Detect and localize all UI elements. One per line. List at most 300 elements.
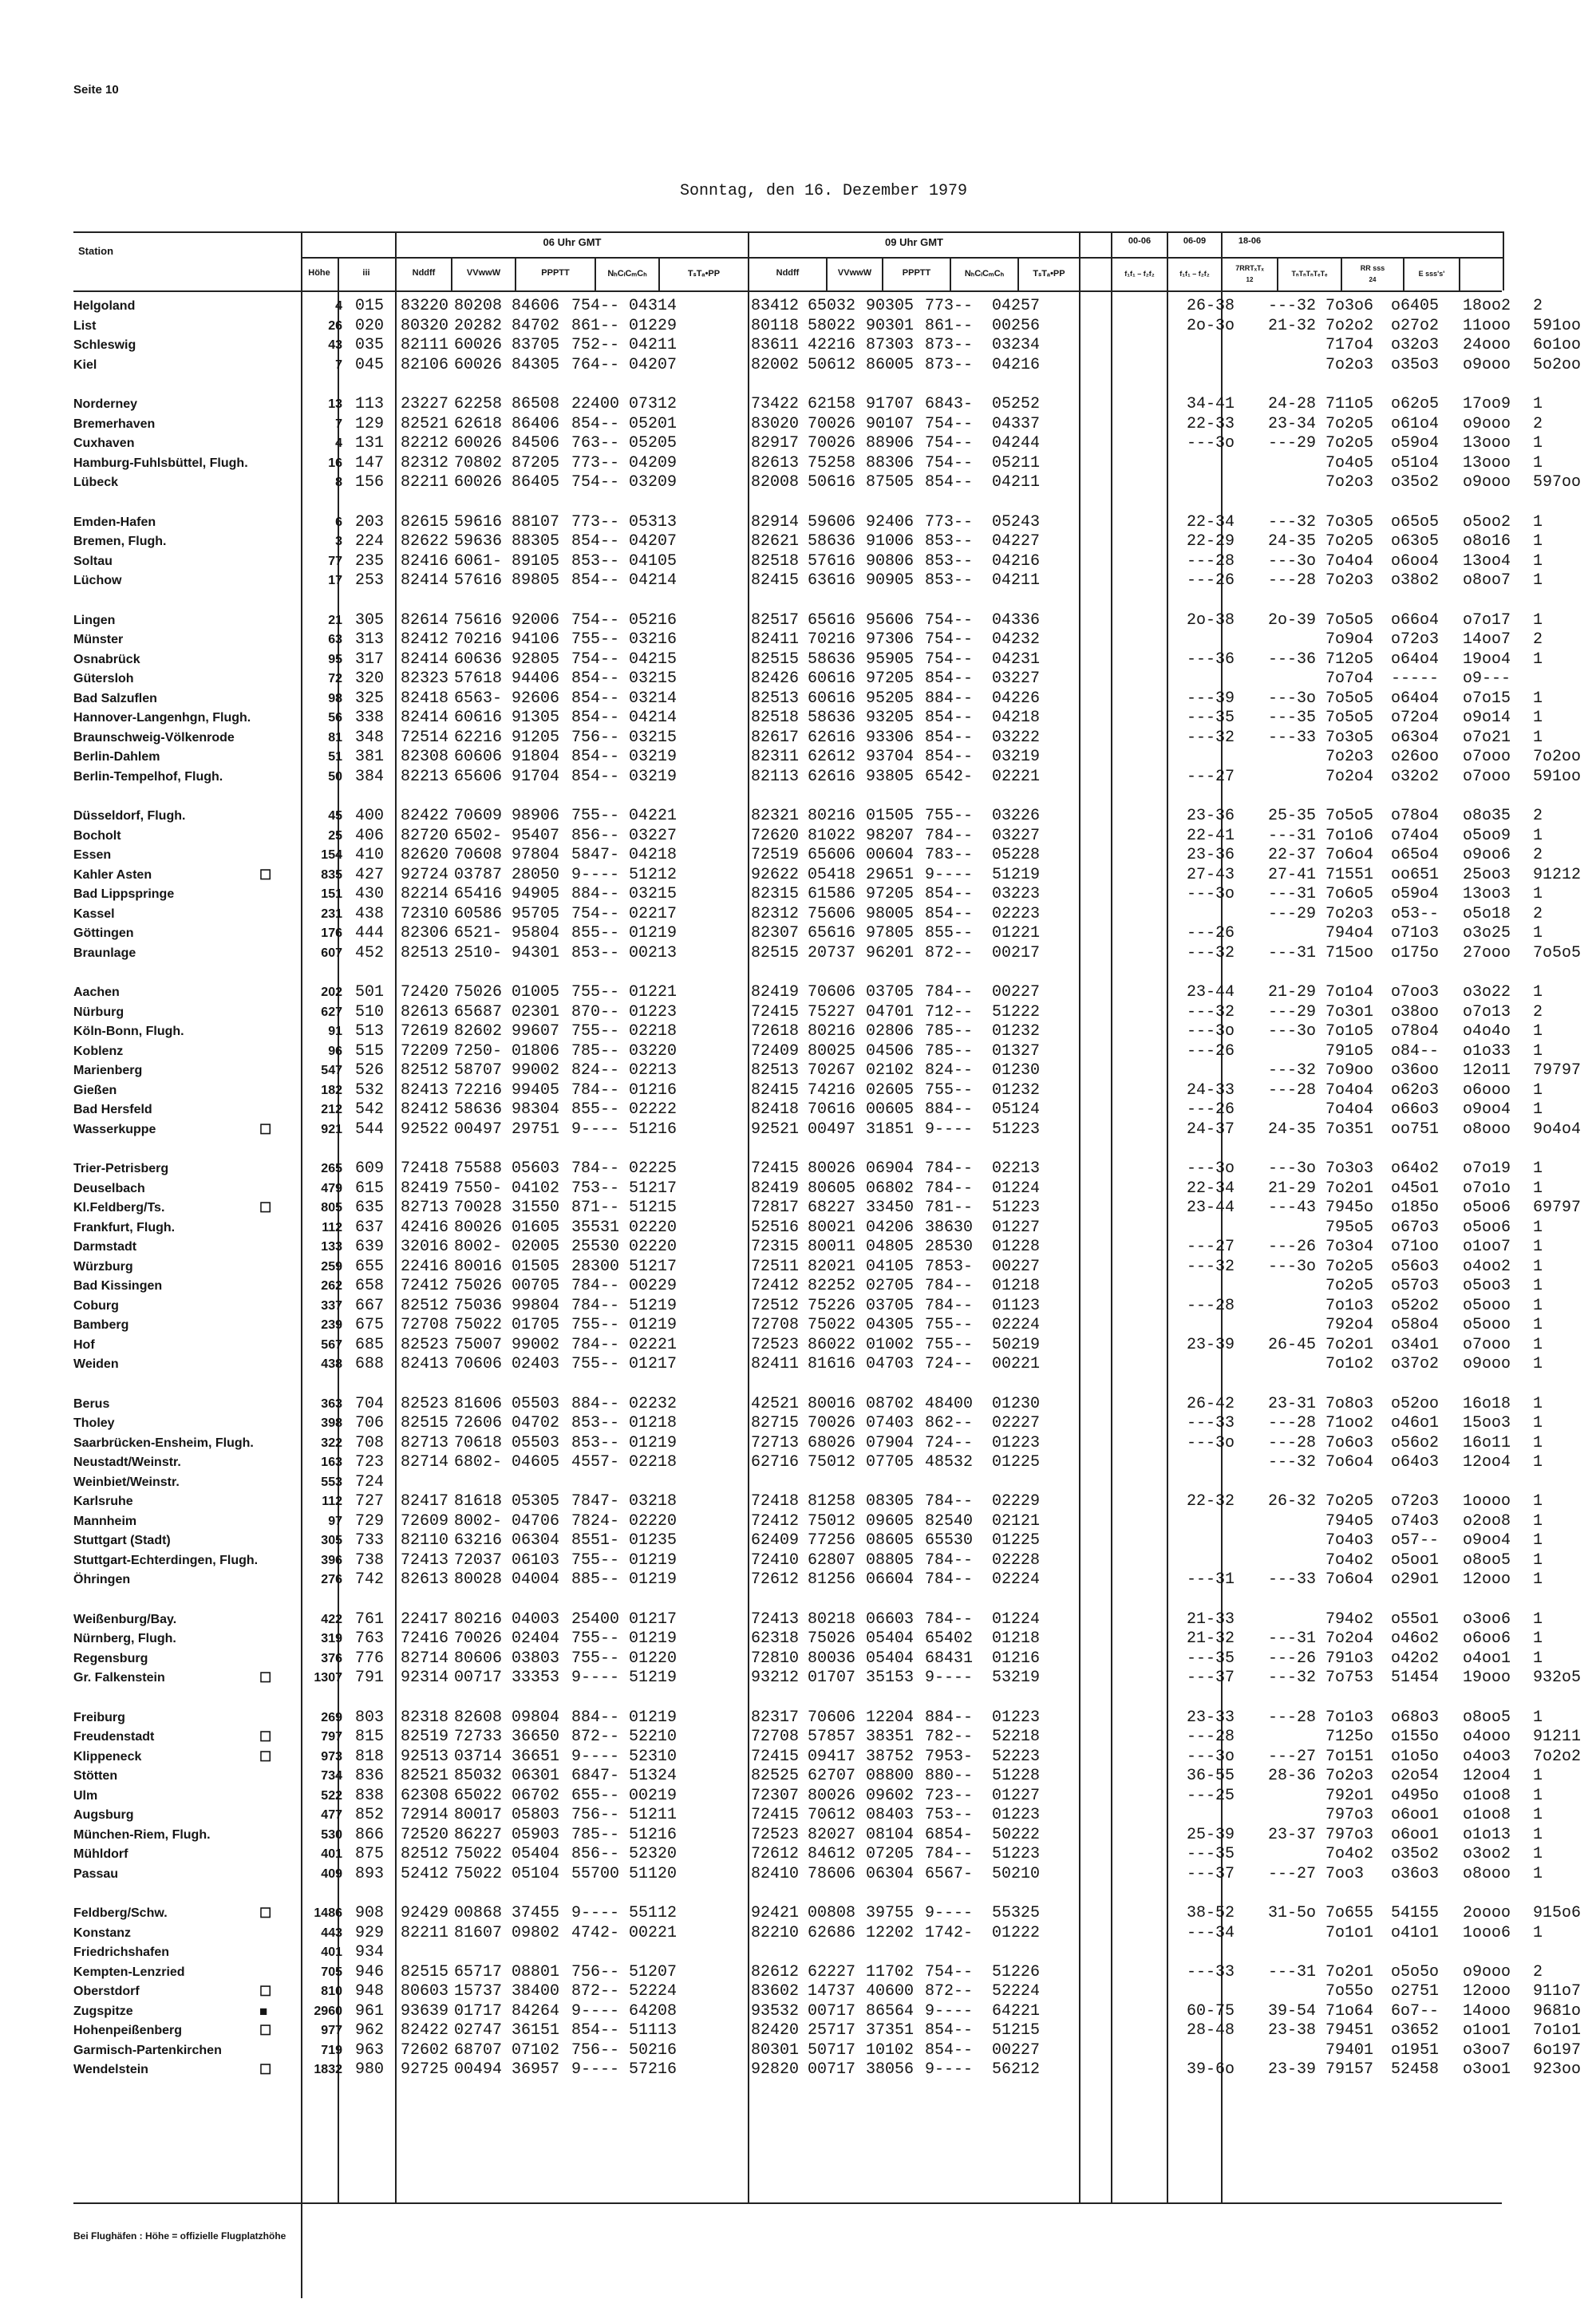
gust-00-06: 23-33 bbox=[1187, 1708, 1235, 1727]
obs-06-value: 754-- bbox=[571, 297, 620, 315]
obs-06-value: 62258 bbox=[454, 395, 503, 413]
obs-09-value: 854-- bbox=[925, 748, 974, 766]
obs-09-value: 04231 bbox=[992, 650, 1041, 669]
obs-09-value: 62686 bbox=[808, 1923, 856, 1942]
obs-06-value: 68707 bbox=[454, 2040, 503, 2060]
rrtt: 7o3o5 bbox=[1325, 728, 1374, 747]
obs-06-value: 872-- bbox=[571, 1728, 620, 1746]
obs-06-value: 82211 bbox=[401, 473, 449, 492]
table-row bbox=[73, 1786, 1543, 1807]
obs-09-value: 06604 bbox=[866, 1570, 915, 1589]
obs-06-value: 52412 bbox=[401, 1864, 449, 1883]
e-state: 1 bbox=[1533, 1414, 1543, 1432]
station-number: 962 bbox=[355, 2021, 385, 2040]
obs-06-value: 6502- bbox=[454, 826, 503, 845]
obs-06-value: 98304 bbox=[512, 1100, 560, 1119]
obs-06-value: 51212 bbox=[629, 865, 678, 884]
table-row bbox=[73, 2001, 1582, 2022]
obs-09-value: 04206 bbox=[866, 1218, 915, 1237]
rr: 13oo3 bbox=[1463, 885, 1511, 903]
table-row bbox=[73, 1923, 1543, 1944]
table-row bbox=[73, 1316, 1543, 1336]
station-number: 113 bbox=[355, 395, 385, 413]
obs-06-value: 82414 bbox=[401, 571, 449, 590]
obs-06-value: 02005 bbox=[512, 1238, 560, 1256]
table-row bbox=[73, 1943, 1510, 1963]
station-height: 547 bbox=[321, 1064, 342, 1077]
gust-06-09: ---29 bbox=[1268, 1002, 1317, 1021]
station-group bbox=[73, 807, 1582, 963]
station-number: 836 bbox=[355, 1767, 385, 1785]
station-name: Münster bbox=[73, 633, 124, 646]
obs-06-value: 755-- bbox=[571, 807, 620, 825]
rr: o9o14 bbox=[1463, 709, 1511, 727]
obs-09-value: 04105 bbox=[866, 1257, 915, 1276]
obs-09-value: 87303 bbox=[866, 336, 915, 354]
obs-09-value: 03226 bbox=[992, 807, 1041, 825]
table-row bbox=[73, 453, 1543, 474]
obs-06-value: 51217 bbox=[629, 1179, 678, 1198]
gust-06-09: 22-37 bbox=[1268, 846, 1317, 864]
obs-09-value: 01227 bbox=[992, 1218, 1041, 1237]
tn: o72o3 bbox=[1391, 1492, 1440, 1511]
obs-06-value: 88107 bbox=[512, 512, 560, 531]
obs-09-value: 05418 bbox=[808, 865, 856, 884]
obs-06-value: 9---- bbox=[571, 2060, 620, 2079]
obs-06-value: 854-- bbox=[571, 571, 620, 590]
obs-06-value: 28050 bbox=[512, 865, 560, 884]
obs-06-value: 01216 bbox=[629, 1080, 678, 1100]
obs-09-value: 854-- bbox=[925, 904, 974, 923]
gust-06-09: 23-37 bbox=[1268, 1825, 1317, 1844]
obs-09-value: 82415 bbox=[751, 1080, 800, 1100]
obs-09-value: 75606 bbox=[808, 904, 856, 923]
obs-09-value: 72512 bbox=[751, 1296, 800, 1315]
obs-06-value: 854-- bbox=[571, 2021, 620, 2040]
mountain-station-icon: ☐ bbox=[259, 2062, 272, 2077]
table-row bbox=[73, 1041, 1543, 1062]
station-group bbox=[73, 512, 1543, 591]
rrtt: 7945o bbox=[1325, 1199, 1374, 1217]
obs-09-value: 95905 bbox=[866, 650, 915, 669]
mountain-station-icon: ☐ bbox=[259, 1984, 272, 1999]
station-number: 609 bbox=[355, 1159, 385, 1178]
obs-09-value: 03222 bbox=[992, 728, 1041, 747]
obs-09-value: 82311 bbox=[751, 748, 800, 766]
obs-06-value: 32016 bbox=[401, 1238, 449, 1256]
e-state: 2 bbox=[1533, 1002, 1543, 1021]
station-number: 615 bbox=[355, 1179, 385, 1198]
obs-09-value: 51228 bbox=[992, 1767, 1041, 1785]
gust-00-06: 38-52 bbox=[1187, 1904, 1235, 1922]
obs-06-value: 52320 bbox=[629, 1845, 678, 1863]
obs-09-value: 784-- bbox=[925, 826, 974, 845]
obs-09-value: 72708 bbox=[751, 1728, 800, 1746]
obs-06-value: 28300 bbox=[571, 1257, 620, 1276]
table-row bbox=[73, 1669, 1582, 1689]
table-row bbox=[73, 1238, 1543, 1258]
station-name: Hof bbox=[73, 1337, 95, 1352]
station-number: 637 bbox=[355, 1218, 385, 1237]
obs-06-value: 35531 bbox=[571, 1218, 620, 1237]
station-number: 838 bbox=[355, 1786, 385, 1805]
obs-09-value: 70612 bbox=[808, 1806, 856, 1824]
rr: o6ooo bbox=[1463, 1080, 1511, 1100]
station-name: Passau bbox=[73, 1866, 119, 1881]
header-rrtt-period: 12 bbox=[1246, 276, 1254, 283]
table-row bbox=[73, 1570, 1543, 1590]
obs-06-value: 97804 bbox=[512, 846, 560, 864]
obs-09-value: 75026 bbox=[808, 1629, 856, 1648]
header-td-06: TₛTₐ•PP bbox=[687, 269, 721, 278]
obs-09-value: 51215 bbox=[992, 2021, 1041, 2040]
obs-06-value: 57216 bbox=[629, 2060, 678, 2079]
station-number: 803 bbox=[355, 1708, 385, 1727]
obs-06-value: 51215 bbox=[629, 1199, 678, 1217]
obs-06-value: 82212 bbox=[401, 434, 449, 452]
table-row bbox=[73, 532, 1543, 552]
obs-06-value: 02218 bbox=[629, 1022, 678, 1041]
obs-09-value: 06603 bbox=[866, 1610, 915, 1629]
station-number: 738 bbox=[355, 1550, 385, 1570]
station-name: Stuttgart (Stadt) bbox=[73, 1534, 171, 1547]
tn: o65o5 bbox=[1391, 512, 1440, 531]
obs-06-value: 82106 bbox=[401, 355, 449, 374]
rr: o3oo1 bbox=[1463, 2060, 1511, 2079]
obs-09-value: 86022 bbox=[808, 1335, 856, 1354]
obs-09-value: 72817 bbox=[751, 1199, 800, 1217]
obs-06-value: 09804 bbox=[512, 1708, 560, 1727]
obs-09-value: 97805 bbox=[866, 924, 915, 942]
obs-06-value: 70028 bbox=[454, 1199, 503, 1217]
obs-06-value: 01219 bbox=[629, 1316, 678, 1334]
rr: o8ooo bbox=[1463, 1864, 1511, 1883]
obs-09-value: 754-- bbox=[925, 650, 974, 669]
obs-06-value: 82306 bbox=[401, 924, 449, 942]
table-row bbox=[73, 630, 1543, 650]
station-name: Freudenstadt bbox=[73, 1730, 155, 1744]
station-number: 430 bbox=[355, 885, 385, 903]
station-name: Deuselbach bbox=[73, 1181, 145, 1195]
obs-09-value: 04218 bbox=[992, 709, 1041, 727]
rrtt: 711o5 bbox=[1325, 395, 1374, 413]
obs-06-value: 755-- bbox=[571, 1316, 620, 1334]
obs-09-value: 04257 bbox=[992, 297, 1041, 315]
gust-00-06: ---35 bbox=[1187, 1845, 1235, 1863]
obs-06-value: 01806 bbox=[512, 1041, 560, 1061]
rr: o8o16 bbox=[1463, 532, 1511, 551]
gust-00-06: ---3o bbox=[1187, 434, 1235, 452]
rr: o5ooo bbox=[1463, 1296, 1511, 1315]
mountain-station-icon: ☐ bbox=[259, 1729, 272, 1744]
station-number: 381 bbox=[355, 748, 385, 766]
obs-09-value: 91707 bbox=[866, 395, 915, 413]
obs-09-value: 50612 bbox=[808, 355, 856, 374]
e-state: 1 bbox=[1533, 728, 1543, 747]
obs-06-value: 72216 bbox=[454, 1080, 503, 1100]
obs-09-value: 784-- bbox=[925, 1550, 974, 1570]
station-group bbox=[73, 1394, 1543, 1590]
obs-09-value: 854-- bbox=[925, 2040, 974, 2060]
obs-09-value: 01224 bbox=[992, 1610, 1041, 1629]
station-number: 410 bbox=[355, 846, 385, 864]
rr: o2oo8 bbox=[1463, 1511, 1511, 1531]
obs-09-value: 884-- bbox=[925, 1100, 974, 1119]
station-height: 17 bbox=[328, 574, 342, 587]
obs-06-value: 01218 bbox=[629, 1414, 678, 1432]
obs-09-value: 72612 bbox=[751, 1570, 800, 1589]
table-row bbox=[73, 1355, 1543, 1375]
obs-09-value: 82426 bbox=[751, 670, 800, 688]
mountain-station-icon: ☐ bbox=[259, 1121, 272, 1137]
gust-06-09: ---33 bbox=[1268, 1570, 1317, 1589]
obs-06-value: 99607 bbox=[512, 1022, 560, 1041]
station-height: 176 bbox=[321, 926, 342, 940]
obs-06-value: 72708 bbox=[401, 1316, 449, 1334]
obs-06-value: 784-- bbox=[571, 1159, 620, 1178]
header-iii: iii bbox=[362, 268, 370, 278]
rrtt: 7o2o1 bbox=[1325, 1179, 1374, 1198]
station-height: 4 bbox=[335, 299, 342, 313]
obs-06-value: 871-- bbox=[571, 1199, 620, 1217]
table-row bbox=[73, 1864, 1543, 1885]
obs-06-value: 75616 bbox=[454, 610, 503, 630]
obs-06-value: 82713 bbox=[401, 1199, 449, 1217]
rrtt: 7o5o5 bbox=[1325, 610, 1374, 630]
obs-09-value: 38630 bbox=[925, 1218, 974, 1237]
station-name: Lübeck bbox=[73, 476, 119, 489]
tn: o67o3 bbox=[1391, 1218, 1440, 1237]
obs-09-value: 72612 bbox=[751, 1845, 800, 1863]
obs-06-value: 03215 bbox=[629, 670, 678, 688]
obs-06-value: 99002 bbox=[512, 1061, 560, 1080]
obs-06-value: 853-- bbox=[571, 943, 620, 962]
obs-09-value: 06802 bbox=[866, 1179, 915, 1198]
table-row bbox=[73, 1414, 1543, 1434]
tn: o55o1 bbox=[1391, 1610, 1440, 1629]
obs-09-value: 80216 bbox=[808, 807, 856, 825]
obs-06-value: 72609 bbox=[401, 1511, 449, 1531]
obs-06-value: 82414 bbox=[401, 650, 449, 669]
station-number: 444 bbox=[355, 924, 385, 942]
obs-06-value: 82521 bbox=[401, 1767, 449, 1785]
tn: o53-- bbox=[1391, 904, 1440, 923]
rr: 25oo3 bbox=[1463, 865, 1511, 884]
obs-06-value: 86227 bbox=[454, 1825, 503, 1844]
e-state: 1 bbox=[1533, 1845, 1543, 1863]
obs-06-value: 82613 bbox=[401, 1002, 449, 1021]
obs-09-value: 854-- bbox=[925, 728, 974, 747]
obs-06-value: 80606 bbox=[454, 1649, 503, 1668]
rr: o5oo6 bbox=[1463, 1218, 1511, 1237]
obs-09-value: 48532 bbox=[925, 1453, 974, 1471]
obs-09-value: 82515 bbox=[751, 943, 800, 962]
rr: o7ooo bbox=[1463, 748, 1511, 766]
station-height: 921 bbox=[321, 1122, 342, 1136]
obs-06-value: 60026 bbox=[454, 473, 503, 492]
obs-09-value: 7853- bbox=[925, 1257, 974, 1276]
obs-06-value: 8002- bbox=[454, 1511, 503, 1531]
tn: o7oo3 bbox=[1391, 983, 1440, 1001]
obs-09-value: 01216 bbox=[992, 1649, 1041, 1668]
obs-09-value: 63616 bbox=[808, 571, 856, 590]
obs-09-value: 62158 bbox=[808, 395, 856, 413]
obs-06-value: 51113 bbox=[629, 2021, 678, 2040]
station-number: 147 bbox=[355, 453, 385, 472]
rrtt: 7o753 bbox=[1325, 1669, 1374, 1687]
station-height: 567 bbox=[321, 1337, 342, 1352]
obs-06-value: 82418 bbox=[401, 689, 449, 708]
station-height: 1832 bbox=[314, 2063, 342, 2076]
obs-09-value: 64221 bbox=[992, 2001, 1041, 2021]
obs-09-value: 39755 bbox=[866, 1904, 915, 1922]
gust-06-09: ---26 bbox=[1268, 1238, 1317, 1256]
gust-00-06: ---31 bbox=[1187, 1570, 1235, 1589]
date-heading: Sonntag, den 16. Dezember 1979 bbox=[680, 182, 968, 200]
obs-09-value: 97306 bbox=[866, 630, 915, 649]
tn: o46o1 bbox=[1391, 1414, 1440, 1432]
table-row bbox=[73, 414, 1543, 435]
obs-09-value: 62409 bbox=[751, 1531, 800, 1550]
station-number: 131 bbox=[355, 434, 385, 452]
obs-09-value: 82411 bbox=[751, 630, 800, 649]
obs-09-value: 70216 bbox=[808, 630, 856, 649]
e-state: 1 bbox=[1533, 1041, 1543, 1061]
obs-09-value: 7953- bbox=[925, 1747, 974, 1766]
e-state: 2 bbox=[1533, 846, 1543, 864]
obs-09-value: 56212 bbox=[992, 2060, 1041, 2079]
gust-06-09: ---27 bbox=[1268, 1864, 1317, 1883]
obs-06-value: 02222 bbox=[629, 1100, 678, 1119]
obs-06-value: 754-- bbox=[571, 904, 620, 923]
obs-06-value: 784-- bbox=[571, 1277, 620, 1295]
obs-06-value: 83705 bbox=[512, 336, 560, 354]
obs-09-value: 02102 bbox=[866, 1061, 915, 1080]
station-height: 734 bbox=[321, 1769, 342, 1783]
gust-00-06: 22-34 bbox=[1187, 1179, 1235, 1198]
tn: o41o1 bbox=[1391, 1923, 1440, 1942]
obs-09-value: 04703 bbox=[866, 1355, 915, 1373]
obs-06-value: 05305 bbox=[512, 1492, 560, 1511]
e-state: 1 bbox=[1533, 1257, 1543, 1276]
obs-06-value: 84305 bbox=[512, 355, 560, 374]
obs-09-value: 07403 bbox=[866, 1414, 915, 1432]
station-height: 322 bbox=[321, 1436, 342, 1450]
obs-06-value: 85032 bbox=[454, 1767, 503, 1785]
rr: 24ooo bbox=[1463, 336, 1511, 354]
obs-06-value: 64208 bbox=[629, 2001, 678, 2021]
gust-06-09: ---33 bbox=[1268, 728, 1317, 747]
obs-09-value: 05211 bbox=[992, 453, 1041, 472]
obs-09-value: 82715 bbox=[751, 1414, 800, 1432]
rr: o9ooo bbox=[1463, 1962, 1511, 1981]
obs-06-value: 00494 bbox=[454, 2060, 503, 2079]
rr: 14ooo bbox=[1463, 2001, 1511, 2021]
rr: o7ooo bbox=[1463, 1335, 1511, 1354]
obs-06-value: 72602 bbox=[401, 2040, 449, 2060]
gust-00-06: ---26 bbox=[1187, 1100, 1235, 1119]
gust-06-09: 39-54 bbox=[1268, 2001, 1317, 2021]
obs-09-value: 82419 bbox=[751, 1179, 800, 1198]
gust-06-09: 23-38 bbox=[1268, 2021, 1317, 2040]
tn: o72o3 bbox=[1391, 630, 1440, 649]
station-name: Emden-Hafen bbox=[73, 515, 156, 529]
obs-06-value: 91205 bbox=[512, 728, 560, 747]
obs-06-value: 884-- bbox=[571, 1708, 620, 1727]
obs-06-value: 70606 bbox=[454, 1355, 503, 1373]
station-name: Regensburg bbox=[73, 1651, 148, 1665]
obs-09-value: 70616 bbox=[808, 1100, 856, 1119]
obs-09-value: 42216 bbox=[808, 336, 856, 354]
obs-09-value: 872-- bbox=[925, 943, 974, 962]
station-height: 45 bbox=[328, 809, 342, 823]
station-name: Bocholt bbox=[73, 828, 121, 843]
e-state: 591oo bbox=[1533, 316, 1582, 335]
gust-06-09: ---27 bbox=[1268, 1747, 1317, 1766]
gust-06-09: ---3o bbox=[1268, 1022, 1317, 1041]
station-group bbox=[73, 1904, 1582, 2080]
obs-09-value: 82415 bbox=[751, 571, 800, 590]
table-row bbox=[73, 1473, 1510, 1493]
tn: 54155 bbox=[1391, 1904, 1440, 1922]
obs-06-value: 09802 bbox=[512, 1923, 560, 1942]
e-state: 1 bbox=[1533, 1923, 1543, 1942]
rr: o5ooo bbox=[1463, 1316, 1511, 1334]
obs-06-value: 20282 bbox=[454, 316, 503, 335]
obs-09-value: 01227 bbox=[992, 1786, 1041, 1805]
station-number: 704 bbox=[355, 1394, 385, 1413]
obs-09-value: 862-- bbox=[925, 1414, 974, 1432]
obs-09-value: 25717 bbox=[808, 2021, 856, 2040]
obs-09-value: 06304 bbox=[866, 1864, 915, 1883]
tn: o34o1 bbox=[1391, 1335, 1440, 1354]
obs-09-value: 58636 bbox=[808, 532, 856, 551]
obs-06-value: 93639 bbox=[401, 2001, 449, 2021]
station-height: 265 bbox=[321, 1162, 342, 1175]
station-height: 810 bbox=[321, 1985, 342, 1998]
obs-06-value: 80603 bbox=[401, 1982, 449, 2001]
obs-09-value: 93532 bbox=[751, 2001, 800, 2021]
e-state: 1 bbox=[1533, 1767, 1543, 1785]
obs-06-value: 9---- bbox=[571, 1669, 620, 1687]
obs-09-value: 853-- bbox=[925, 532, 974, 551]
obs-09-value: 08605 bbox=[866, 1531, 915, 1550]
rr: o4oo3 bbox=[1463, 1747, 1511, 1766]
station-number: 961 bbox=[355, 2001, 385, 2021]
gust-00-06: 23-44 bbox=[1187, 1199, 1235, 1217]
station-height: 96 bbox=[328, 1044, 342, 1058]
obs-06-value: 75007 bbox=[454, 1335, 503, 1354]
obs-06-value: 80216 bbox=[454, 1610, 503, 1629]
obs-09-value: 853-- bbox=[925, 571, 974, 590]
e-state: 591oo bbox=[1533, 767, 1582, 786]
footnote: Bei Flughäfen : Höhe = offizielle Flugplatzhöhe bbox=[73, 2230, 286, 2242]
obs-06-value: 86406 bbox=[512, 414, 560, 433]
station-number: 532 bbox=[355, 1080, 385, 1100]
tn: o32o3 bbox=[1391, 336, 1440, 354]
obs-06-value: 60586 bbox=[454, 904, 503, 923]
rr: 12o11 bbox=[1463, 1061, 1511, 1080]
obs-06-value: 01220 bbox=[629, 1649, 678, 1668]
obs-06-value: 75036 bbox=[454, 1296, 503, 1315]
table-row bbox=[73, 885, 1543, 905]
obs-09-value: 55325 bbox=[992, 1904, 1041, 1922]
obs-06-value: 03214 bbox=[629, 689, 678, 708]
table-row bbox=[73, 1080, 1543, 1101]
tn: oo651 bbox=[1391, 865, 1440, 884]
obs-06-value: 65717 bbox=[454, 1962, 503, 1981]
station-number: 020 bbox=[355, 316, 385, 335]
